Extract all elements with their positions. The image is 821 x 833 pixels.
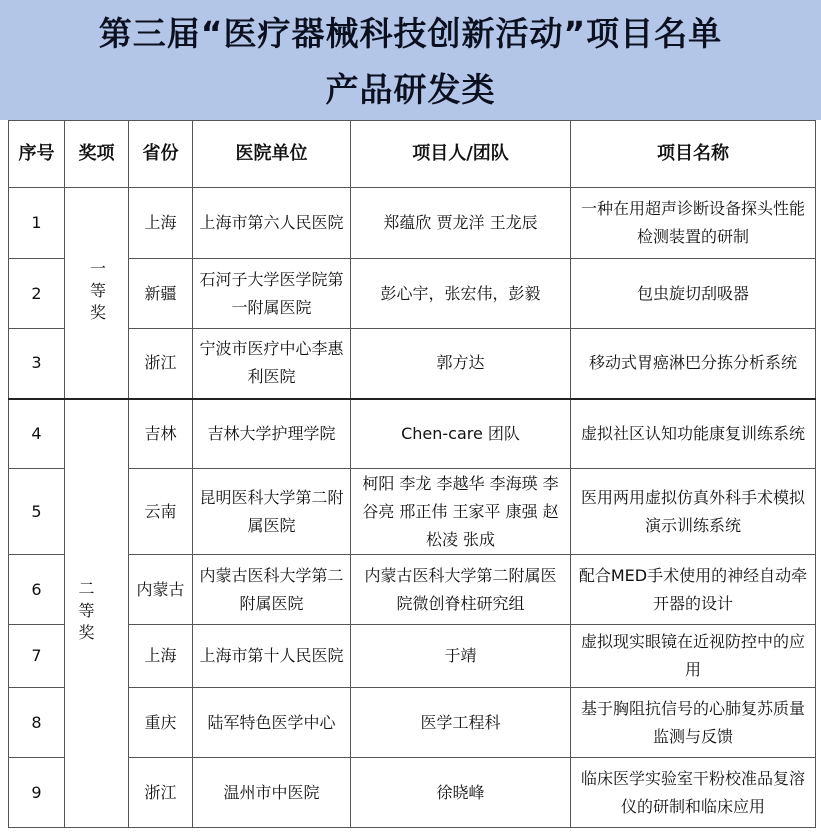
table-row: [9, 469, 816, 555]
row-province: 云南: [129, 469, 193, 555]
row-no: 5: [9, 469, 65, 555]
row-team: 郑蕴欣 贾龙洋 王龙辰: [351, 188, 571, 259]
table-row: [9, 758, 816, 828]
row-team: 内蒙古医科大学第二附属医院微创脊柱研究组: [351, 555, 571, 625]
row-hospital: 石河子大学医学院第一附属医院: [193, 259, 351, 329]
row-province: 吉林: [129, 399, 193, 469]
table-row: [9, 399, 816, 469]
row-no: 9: [9, 758, 65, 828]
row-project: 一种在用超声诊断设备探头性能检测装置的研制: [571, 188, 816, 259]
row-hospital: 昆明医科大学第二附属医院: [193, 469, 351, 555]
row-project: 移动式胃癌淋巴分拣分析系统: [571, 329, 816, 399]
page-subtitle: 产品研发类: [325, 70, 496, 109]
header-hospital: 医院单位: [193, 121, 351, 188]
row-team: 柯阳 李龙 李越华 李海瑛 李谷亮 邢正伟 王家平 康强 赵松凌 张成: [351, 469, 571, 555]
row-hospital: 上海市第六人民医院: [193, 188, 351, 259]
row-province: 浙江: [129, 758, 193, 828]
row-no: 6: [9, 555, 65, 625]
header-project: 项目名称: [571, 121, 816, 188]
row-no: 2: [9, 259, 65, 329]
table-row: [9, 555, 816, 625]
row-project: 虚拟社区认知功能康复训练系统: [571, 399, 816, 469]
row-team: 彭心宇，张宏伟，彭毅: [351, 259, 571, 329]
row-hospital: 宁波市医疗中心李惠利医院: [193, 329, 351, 399]
header-province: 省份: [129, 121, 193, 188]
table-row: [9, 688, 816, 758]
row-province: 重庆: [129, 688, 193, 758]
table-row: [9, 329, 816, 399]
table-row: [9, 259, 816, 329]
project-table: [8, 120, 816, 828]
row-no: 8: [9, 688, 65, 758]
row-team: 医学工程科: [351, 688, 571, 758]
row-no: 3: [9, 329, 65, 399]
row-project: 配合MED手术使用的神经自动牵开器的设计: [571, 555, 816, 625]
header-award: 奖项: [65, 121, 129, 188]
row-province: 浙江: [129, 329, 193, 399]
row-team: 于靖: [351, 625, 571, 688]
row-hospital: 上海市第十人民医院: [193, 625, 351, 688]
row-team: Chen-care 团队: [351, 399, 571, 469]
row-hospital: 温州市中医院: [193, 758, 351, 828]
row-no: 1: [9, 188, 65, 259]
row-project: 临床医学实验室干粉校准品复溶仪的研制和临床应用: [571, 758, 816, 828]
row-hospital: 内蒙古医科大学第二附属医院: [193, 555, 351, 625]
header-team: 项目人/团队: [351, 121, 571, 188]
row-hospital: 吉林大学护理学院: [193, 399, 351, 469]
row-hospital: 陆军特色医学中心: [193, 688, 351, 758]
row-team: 郭方达: [351, 329, 571, 399]
table-header-row: [9, 121, 816, 188]
award-first-prize: 一等奖: [65, 188, 129, 399]
row-project: 医用两用虚拟仿真外科手术模拟演示训练系统: [571, 469, 816, 555]
row-province: 上海: [129, 625, 193, 688]
row-no: 7: [9, 625, 65, 688]
award-second-prize: 二等奖: [65, 399, 129, 828]
row-project: 包虫旋切刮吸器: [571, 259, 816, 329]
row-province: 新疆: [129, 259, 193, 329]
table-row: [9, 625, 816, 688]
table-row: [9, 188, 816, 259]
row-project: 虚拟现实眼镜在近视防控中的应用: [571, 625, 816, 688]
row-project: 基于胸阻抗信号的心肺复苏质量监测与反馈: [571, 688, 816, 758]
row-province: 内蒙古: [129, 555, 193, 625]
page-title: 第三届“医疗器械科技创新活动”项目名单: [98, 14, 723, 53]
header-no: 序号: [9, 121, 65, 188]
row-team: 徐晓峰: [351, 758, 571, 828]
row-no: 4: [9, 399, 65, 469]
row-province: 上海: [129, 188, 193, 259]
